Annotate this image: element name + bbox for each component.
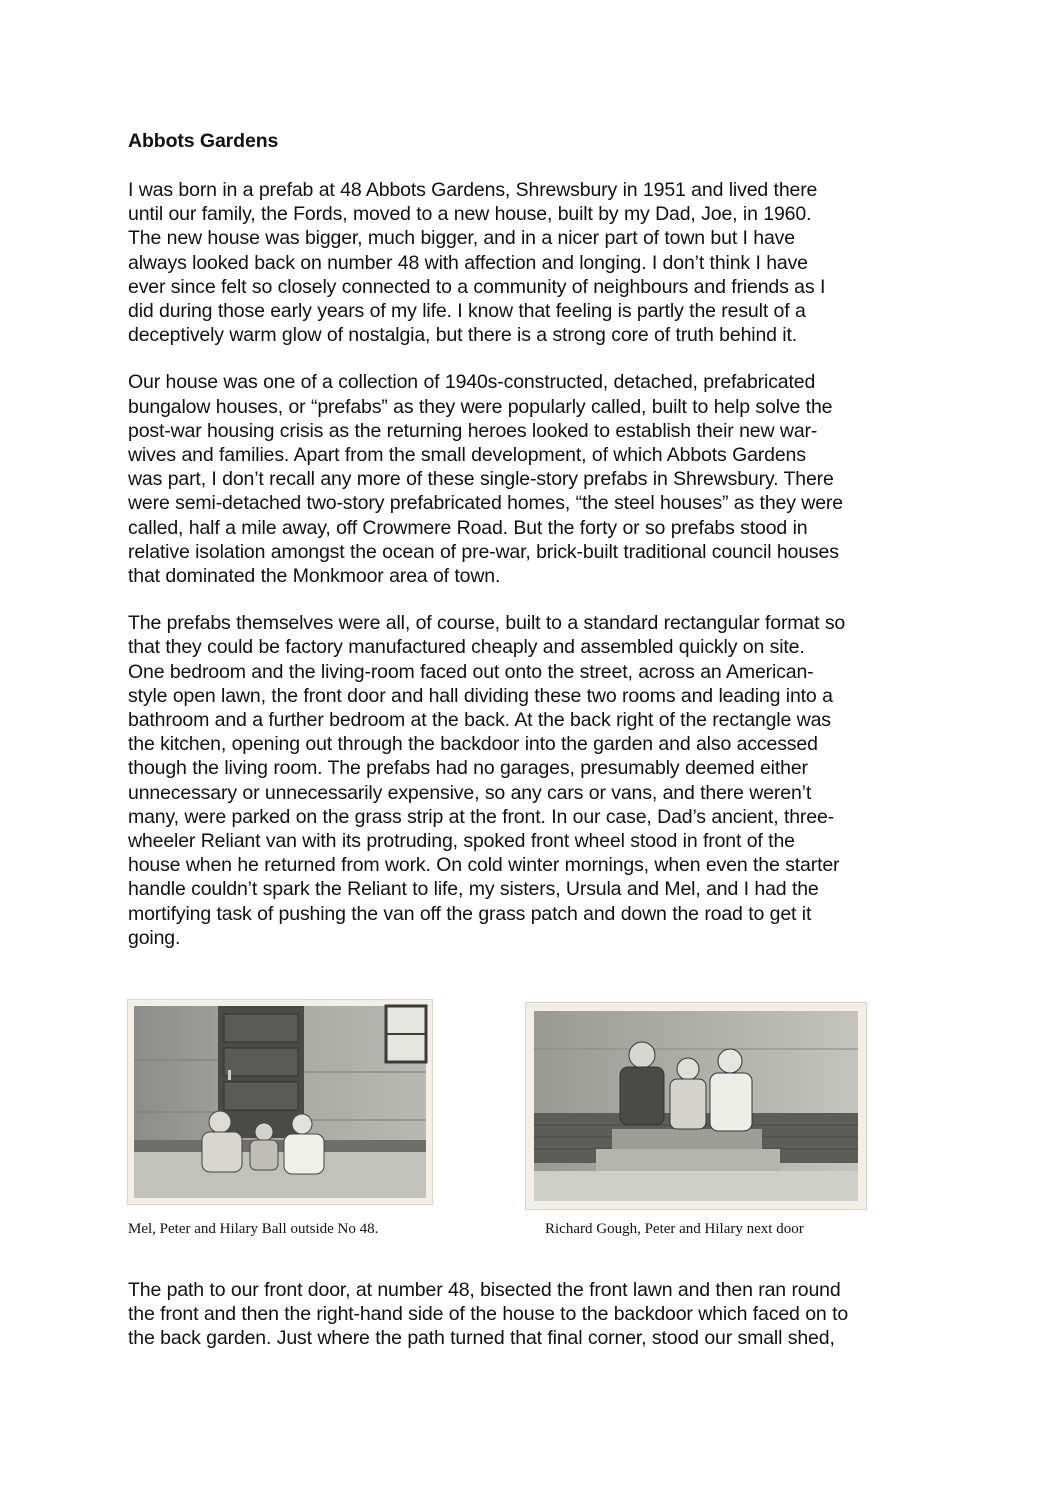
paragraph-line: deceptively warm glow of nostalgia, but there is a strong core of truth behind it. [128, 324, 798, 347]
paragraph-line: always looked back on number 48 with affection and longing. I don’t think I have [128, 251, 808, 274]
paragraph-line: that they could be factory manufactured cheaply and assembled quickly on site. [128, 636, 805, 659]
paragraph-1 [128, 178, 928, 347]
paragraph-line: I was born in a prefab at 48 Abbots Gardens, Shrewsbury in 1951 and lived there [128, 179, 818, 201]
photo-image [128, 1000, 432, 1204]
paragraph-line: Our house was one of a collection of 1940s-constructed, detached, prefabricated [128, 371, 816, 394]
paragraph-line: One bedroom and the living-room faced out onto the street, across an American- [128, 660, 814, 683]
paragraph-3 [128, 611, 928, 950]
paragraph-line: were semi-detached two-story prefabricated homes, “the steel houses” as they were [128, 492, 843, 515]
paragraph-line: though the living room. The prefabs had no garages, presumably deemed either [128, 757, 808, 780]
document-title: Abbots Gardens [128, 130, 279, 152]
paragraph-2 [128, 370, 928, 588]
paragraph-line: many, were parked on the grass strip at the front. In our case, Dad’s ancient, three- [128, 805, 834, 828]
paragraph-line: house when he returned from work. On cold winter mornings, when even the starter [128, 854, 840, 877]
paragraph-line: bathroom and a further bedroom at the back. At the back right of the rectangle was [128, 709, 831, 732]
paragraph-line: The prefabs themselves were all, of course, built to a standard rectangular format so [128, 612, 846, 635]
paragraph-line: mortifying task of pushing the van off the grass patch and down the road to get it [128, 902, 812, 925]
paragraph-line: that dominated the Monkmoor area of town. [128, 565, 501, 588]
photo-caption: Mel, Peter and Hilary Ball outside No 48. [128, 1221, 379, 1237]
paragraph-line: The path to our front door, at number 48, bisected the front lawn and then ran round [128, 1279, 841, 1301]
document-body [128, 128, 928, 973]
paragraph-line: the front and then the right-hand side of the house to the backdoor which faced on to [128, 1303, 849, 1326]
paragraph-line: the back garden. Just where the path turned that final corner, stood our small shed, [128, 1327, 835, 1350]
paragraph-line: handle couldn’t spark the Reliant to life, my sisters, Ursula and Mel, and I had the [128, 878, 819, 901]
photo-children-outside-no-48 [128, 1000, 432, 1204]
photo-caption: Richard Gough, Peter and Hilary next door [545, 1221, 804, 1237]
paragraph-line: the kitchen, opening out through the backdoor into the garden and also accessed [128, 733, 818, 756]
paragraph-line: did during those early years of my life. I know that feeling is partly the result of a [128, 300, 806, 323]
paragraph-line: called, half a mile away, off Crowmere Road. But the forty or so prefabs stood in [128, 516, 808, 539]
paragraph-line: relative isolation amongst the ocean of pre-war, brick-built traditional council houses [128, 540, 839, 563]
paragraph-line: ever since felt so closely connected to a community of neighbours and friends as I [128, 275, 826, 298]
photo-children-next-door [526, 1003, 866, 1209]
paragraph-line: wheeler Reliant van with its protruding, spoked front wheel stood in front of the [128, 830, 795, 853]
paragraph-line: wives and families. Apart from the small development, of which Abbots Gardens [128, 444, 806, 467]
photo-image [526, 1003, 866, 1209]
paragraph-4 [128, 1278, 928, 1351]
paragraph-line: style open lawn, the front door and hall dividing these two rooms and leading into a [128, 684, 833, 707]
paragraph-line: until our family, the Fords, moved to a new house, built by my Dad, Joe, in 1960. [128, 203, 812, 226]
paragraph-line: going. [128, 926, 181, 949]
paragraph-line: post-war housing crisis as the returning heroes looked to establish their new war- [128, 419, 818, 442]
paragraph-line: bungalow houses, or “prefabs” as they were popularly called, built to help solve the [128, 395, 833, 418]
paragraph-line: was part, I don’t recall any more of these single-story prefabs in Shrewsbury. There [128, 468, 834, 491]
paragraph-line: unnecessary or unnecessarily expensive, so any cars or vans, and there weren’t [128, 781, 812, 804]
paragraph-line: The new house was bigger, much bigger, and in a nicer part of town but I have [128, 227, 795, 250]
